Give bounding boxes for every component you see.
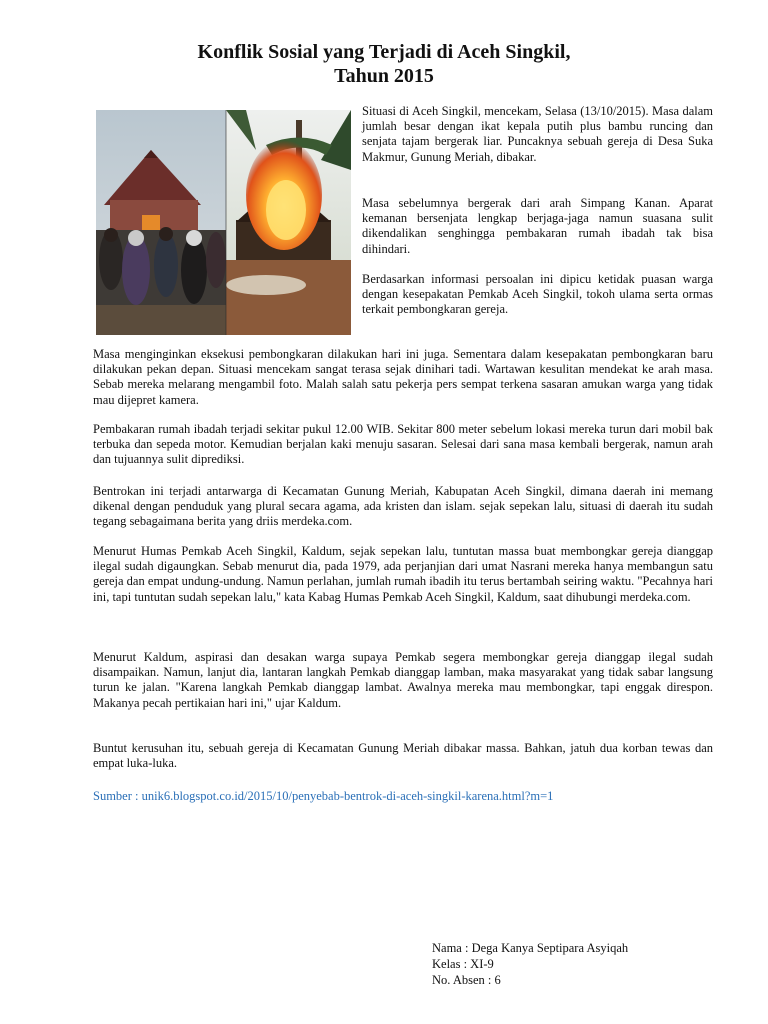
- document-title: [0, 40, 768, 88]
- student-absen: No. Absen : 6: [432, 973, 501, 987]
- student-class: Kelas : XI-9: [432, 957, 494, 971]
- source-link[interactable]: Sumber : unik6.blogspot.co.id/2015/10/penyebab-bentrok-di-aceh-singkil-karena.html?m=1: [93, 789, 554, 803]
- photo-illustration: [96, 110, 351, 335]
- title-line-1: Konflik Sosial yang Terjadi di Aceh Singkil,: [197, 41, 571, 63]
- church-fire-photo: [96, 110, 351, 335]
- paragraph-4: Masa menginginkan eksekusi pembongkaran dilakukan hari ini juga. Sementara dalam kesepakatan pembongkaran baru dilakukan pekan depan. Situasi mencekam sangat terasa sejak dinihari tadi. Wartawan kesulitan mendekat ke arah masa. Sebab mereka melarang mengambil foto. Malah salah satu pekerja pers sempat terkena sasaran amukan warga yang tidak mau dijepret kamera.: [93, 347, 713, 407]
- paragraph-9: Buntut kerusuhan itu, sebuah gereja di Kecamatan Gunung Meriah dibakar massa. Bahkan, jatuh dua korban tewas dan empat luka-luka.: [93, 741, 713, 771]
- paragraph-2: Masa sebelumnya bergerak dari arah Simpang Kanan. Aparat kemanan bersenjata lengkap berjaga-jaga namun suasana sulit dikendalikan senghingga pembakaran rumah ibadah tak bisa dihindari.: [362, 196, 713, 256]
- paragraph-1: Situasi di Aceh Singkil, mencekam, Selasa (13/10/2015). Masa dalam jumlah besar dengan ikat kepala putih plus bambu runcing dan senjata tajam bergerak liar. Puncaknya sebuah gereja di Desa Suka Makmur, Gunung Meriah, dibakar.: [362, 104, 713, 164]
- paragraph-7: Menurut Humas Pemkab Aceh Singkil, Kaldum, sejak sepekan lalu, tuntutan massa buat membongkar gereja dianggap ilegal sudah digaungkan. Sebab menurut dia, pada 1979, ada perjanjian dari umat Nasrani mereka hanya membangun satu gereja dan empat undung-undung. Namun perlahan, jumlah rumah ibadih itu terus bertambah seiring waktu. "Pecahnya hari ini, tapi tuntutan sudah sepekan lalu," kata Kabag Humas Pemkab Aceh Singkil, Kaldum, saat dihubungi merdeka.com.: [93, 544, 713, 604]
- student-name: Nama : Dega Kanya Septipara Asyiqah: [432, 941, 629, 955]
- paragraph-5: Pembakaran rumah ibadah terjadi sekitar pukul 12.00 WIB. Sekitar 800 meter sebelum lokasi mereka turun dari mobil bak terbuka dan sepeda motor. Kemudian berjalan kaki menuju sasaran. Selesai dari sana masa kembali bergerak, namun arah dan tujuannya sulit diprediksi.: [93, 422, 713, 467]
- paragraph-3: Berdasarkan informasi persoalan ini dipicu ketidak puasan warga dengan kesepakatan Pemkab Aceh Singkil, tokoh ulama serta ormas terkait pembongkaran gereja.: [362, 272, 713, 317]
- paragraph-6: Bentrokan ini terjadi antarwarga di Kecamatan Gunung Meriah, Kabupatan Aceh Singkil, dimana daerah ini memang dikenal dengan penduduk yang plural secara agama, ada kristen dan islam. sejak sepekan lalu, situasi di daerah itu sudah tegang sebagaimana berita yang driis merdeka.com.: [93, 484, 713, 529]
- paragraph-8: Menurut Kaldum, aspirasi dan desakan warga supaya Pemkab segera membongkar gereja dianggap ilegal sudah disampaikan. Namun, lanjut dia, lantaran langkah Pemkab dianggap lamban, maka masyarakat yang tidak sabar langsung turun ke jalan. "Karena langkah Pemkab dianggap lambat. Awalnya mereka mau membongkar, tapi enggak direspon. Makanya pecah pertikaian hari ini," ujar Kaldum.: [93, 650, 713, 710]
- title-line-2: Tahun 2015: [334, 65, 434, 87]
- signature-block: [432, 940, 628, 988]
